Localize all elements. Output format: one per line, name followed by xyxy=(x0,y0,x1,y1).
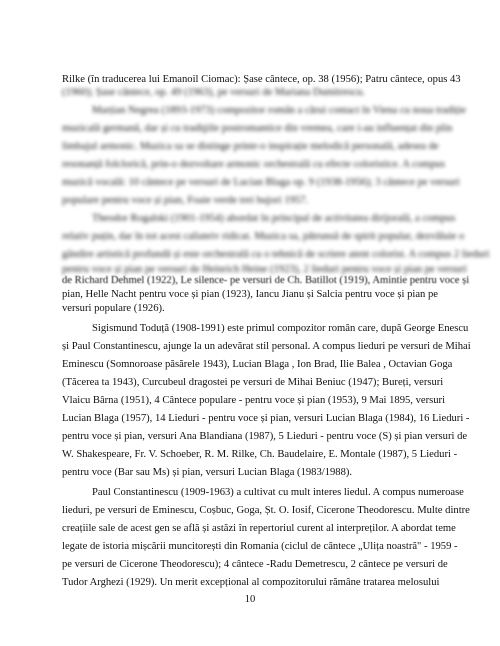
toduta-line: pentru voce și pian, versuri Ana Blandiana (1987), 5 Lieduri - pentru voce (S) și pian versuri de xyxy=(62,431,468,442)
toduta-line: Sigismund Toduță (1908-1991) este primul compozitor român care, după George Enescu xyxy=(92,323,469,334)
toduta-line: Lucian Blaga (1957), 14 Lieduri - pentru voce și pian, versuri Lucian Blaga (1984), 16 Lieduri - xyxy=(62,413,470,424)
text-line: Marțian Negrea (1893-1973) compozitor român a cărui contact în Viena cu noua tradiție xyxy=(92,105,466,116)
text-line: muzică vocală: 10 cântece pe versuri de Lucian Blaga op. 9 (1938-1956); 3 cântece pe versuri xyxy=(62,177,460,188)
text-line: populare pentru voce și pian, Foaie verde trei bujori 1957. xyxy=(62,195,309,206)
text-line: relativ puțin, dar în tot acest caliateiv ridicat. Muzica sa, pătrunsă de spirit popular, dezvăluie o xyxy=(62,231,465,242)
text-line: de Richard Dehmel (1922), Le silence- pe versuri de Ch. Batillot (1919), Amintie pentru voce și xyxy=(62,275,470,286)
toduta-line: Eminescu (Somnoroase păsărele 1943), Lucian Blaga , Ion Brad, Ilie Balea , Octavian Goga xyxy=(62,359,453,370)
text-line: Rilke (în traducerea lui Emanoil Ciomac): Șase cântece, op. 38 (1956); Patru cântece, opus 43 xyxy=(62,74,461,85)
constantinescu-line: creațiile sale de acest gen se află și astăzi în repertoriul curent al interpreților. A abordat teme xyxy=(62,523,456,534)
constantinescu-line: pe versuri de Cicerone Theodorescu); 4 cântece -Radu Demetrescu, 2 cântece pe versuri de xyxy=(62,559,448,570)
toduta-line: Vlaicu Bârna (1951), 4 Cântece populare - pentru voce și pian (1953), 9 Mai 1895, versuri xyxy=(62,395,446,406)
text-line: gândire artistică profundă și este orchestrală cu o tehnică de scriere atent colorist. A compus 2 lieduri xyxy=(62,249,490,260)
text-line: pentru voce și pian pe versuri de Heinrich Heine (1923), 2 lieduri pentru voce și pian pe versuri xyxy=(62,264,467,275)
constantinescu-line: legate de istoria mișcării muncitorești din Romania (ciclul de cântece „Ulița noastră" - 1959 - xyxy=(62,541,458,552)
constantinescu-line: Paul Constantinescu (1909-1963) a cultivat cu mult interes liedul. A compus numeroase xyxy=(92,487,464,498)
toduta-line: pentru voce (Bar sau Ms) și pian, versuri Lucian Blaga (1983/1988). xyxy=(62,467,353,478)
constantinescu-line: lieduri, pe versuri de Eminescu, Coșbuc, Goga, Șt. O. Iosif, Cicerone Theodorescu. Multe dintre xyxy=(62,505,470,516)
constantinescu-line: Tudor Arghezi (1929). Un merit excepțional al compozitorului rămâne tratarea melosului xyxy=(62,577,440,588)
text-line: versuri populare (1926). xyxy=(62,303,165,314)
toduta-line: W. Shakespeare, Fr. V. Schoeber, R. M. Rilke, Ch. Baudelaire, E. Montale (1987), 5 Lieduri - xyxy=(62,449,458,460)
text-line: limbajul armonic. Muzica sa se distinge printr-o inspirație melodică personală, adesea de xyxy=(62,141,439,152)
text-line: resonanță folclorică, prin-o dezvoltare armonic orchestrală cu efecte coloristice. A compus xyxy=(62,159,445,170)
text-line: muzicală germană, dar și cu tradiţiile postromantice din vremea, care i-au influențat din plin xyxy=(62,123,453,134)
text-line: pian, Helle Nacht pentru voce și pian (1923), Iancu Jianu și Salcia pentru voce și pian pe xyxy=(62,289,438,300)
toduta-line: (Tăcerea ta 1943), Curcubeul dragostei pe versuri de Mihai Beniuc (1947); Bureți, versuri xyxy=(62,377,444,388)
text-line: (1960); Șase cântece, op. 49 (1963), pe versuri de Mariana Dumitrescu. xyxy=(62,87,365,98)
text-line: Theodor Rogalski (1901-1954) abordat în principal de activitatea dirijorală, a compus xyxy=(92,213,456,224)
page-number: 10 xyxy=(244,594,256,605)
toduta-line: și Paul Constantinescu, ajunge la un adevărat stil personal. A compus lieduri pe versuri de Mihai xyxy=(62,341,471,352)
